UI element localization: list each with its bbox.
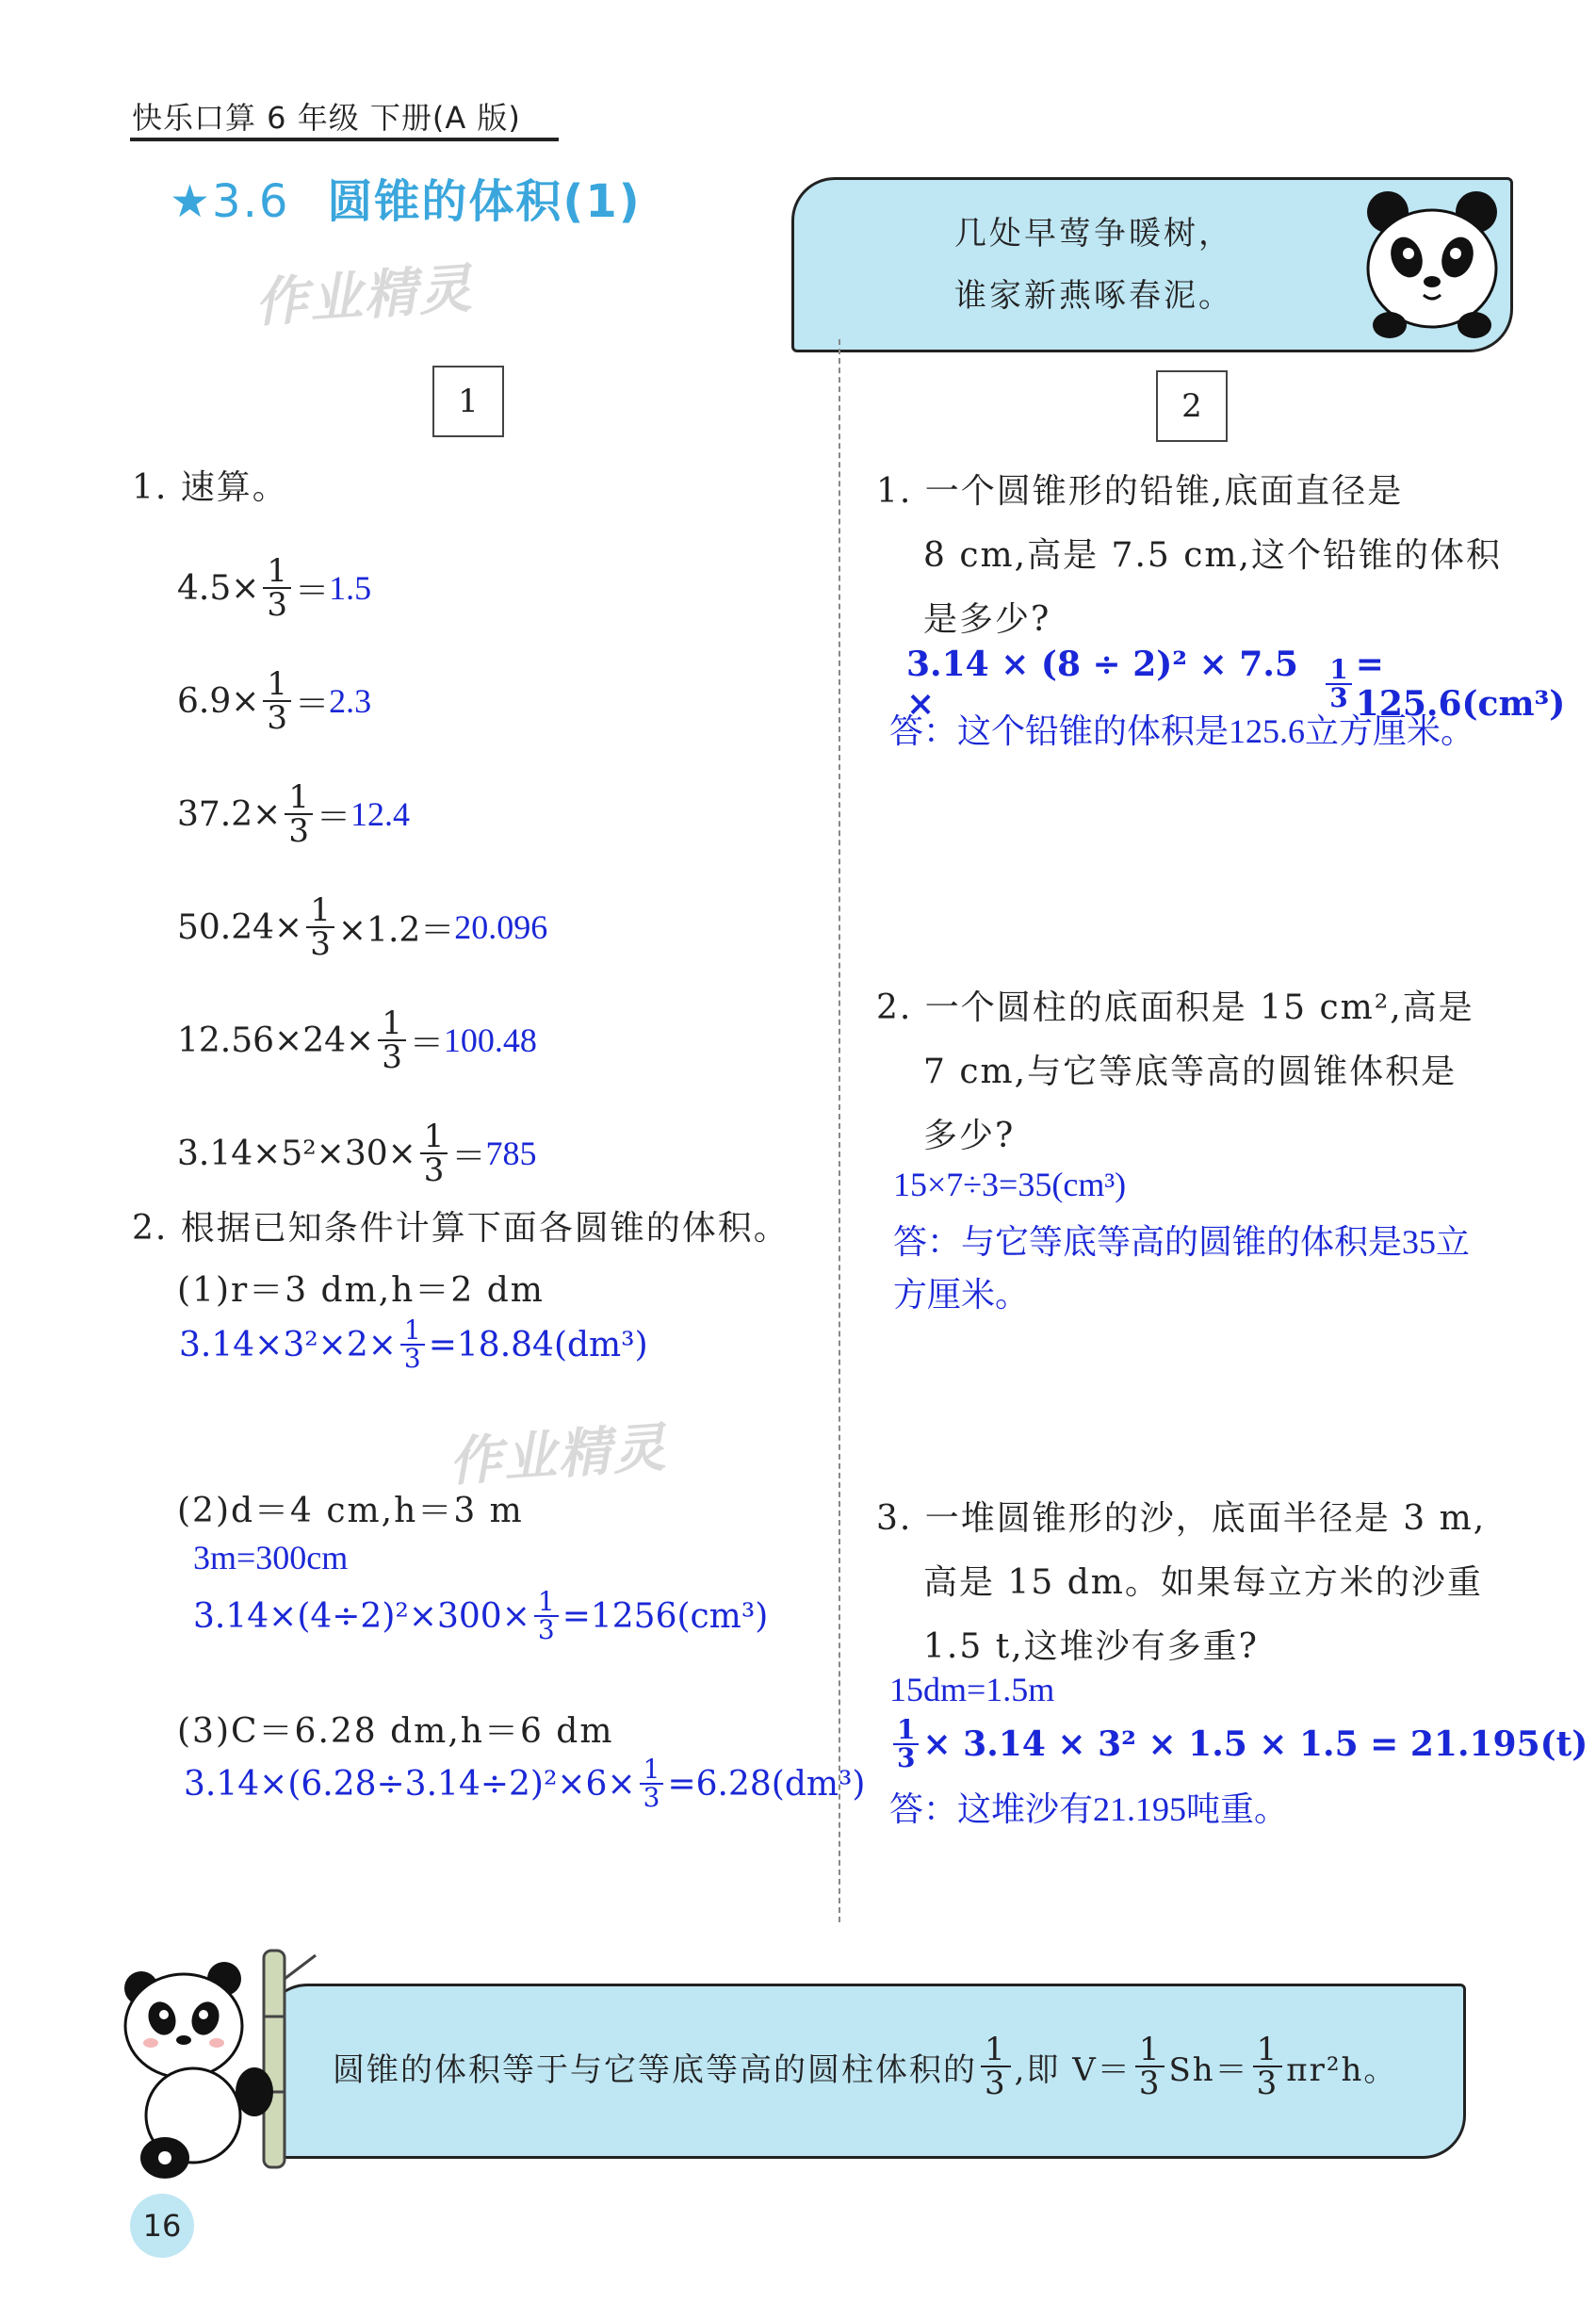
answer-line: 方厘米。 — [893, 1276, 1030, 1314]
lesson-name: 圆锥的体积(1) — [327, 175, 642, 228]
calc-item — [177, 1097, 547, 1210]
answer-line: 答：与它等底等高的圆锥的体积是35立 — [893, 1223, 1471, 1261]
calc-answer: 785 — [485, 1135, 537, 1172]
calc-answer: 20.096 — [454, 908, 548, 946]
lesson-number: 3.6 — [212, 175, 290, 228]
right-q2-text — [876, 976, 1474, 1168]
left-q2-p1-answer: 3.14×3²×2× $\frac{1}{3}$ =18.84(dm³) — [179, 1315, 648, 1374]
calc-expression: 3.14×5²×30× — [177, 1134, 416, 1173]
question-line: 8 cm,高是 7.5 cm,这个铅锥的体积 — [923, 536, 1502, 575]
tip-text: ,即 V＝ — [1014, 2050, 1132, 2089]
equals: ＝ — [295, 684, 330, 724]
question-line: 2. 一个圆柱的底面积是 15 cm²,高是 — [876, 988, 1474, 1027]
right-q3-conversion: 15dm=1.5m — [889, 1671, 1055, 1708]
equals: ＝ — [316, 797, 350, 837]
calc-expression: 50.24× — [177, 907, 303, 947]
left-q2-label: 2. 根据已知条件计算下面各圆锥的体积。 — [132, 1209, 790, 1248]
book-header: 快乐口算 6 年级 下册(A 版) — [132, 100, 521, 136]
calc-answer: 1.5 — [329, 569, 372, 607]
section-2-box: 2 — [1156, 370, 1228, 442]
equals: ＝ — [295, 571, 330, 611]
right-q3-calc: $\frac{1}{3}$ × 3.14 × 3² × 1.5 × 1.5 = 21.195(t) — [889, 1717, 1588, 1772]
tip-text: 圆锥的体积等于与它等底等高的圆柱体积的 — [333, 2050, 977, 2089]
left-q2-p2-conversion: 3m=300cm — [193, 1539, 349, 1576]
calc-answer: 100.48 — [443, 1021, 537, 1059]
fraction: $\frac{1}{3}$ — [420, 1120, 448, 1186]
equals: ×1.2＝ — [337, 910, 455, 950]
poem-line-1: 几处早莺争暖树， — [954, 215, 1233, 253]
calc-item — [177, 984, 547, 1097]
left-q1-items — [177, 531, 547, 1210]
tip-text: πr²h。 — [1286, 2050, 1398, 2089]
left-q1-label: 1. 速算。 — [132, 468, 288, 507]
right-q3-text — [876, 1487, 1486, 1679]
panda-bamboo-icon — [122, 1941, 330, 2186]
fraction: $\frac{1}{3}$ — [378, 1007, 406, 1073]
calc-expression: 12.56×24× — [177, 1021, 375, 1060]
left-q2-p1-condition: (1)r＝3 dm,h＝2 dm — [177, 1271, 545, 1310]
panda-head-icon — [1361, 184, 1503, 344]
calc-answer: 12.4 — [350, 795, 410, 833]
calc-item — [177, 871, 547, 984]
calc-item — [177, 645, 547, 758]
fraction: $\frac{1}{3}$ — [306, 894, 334, 960]
fraction: $\frac{1}{3}$ — [263, 555, 291, 621]
question-line: 多少? — [923, 1117, 1016, 1155]
page-number: 16 — [130, 2194, 194, 2258]
formula-tip: 圆锥的体积等于与它等底等高的圆柱体积的 $\frac{1}{3}$ ,即 V＝ $\frac{1}{3}$ Sh＝ $\frac{1}{3}$ πr²h。 — [333, 2031, 1398, 2102]
tip-text: Sh＝ — [1168, 2050, 1249, 2089]
calc-expression: 6.9× — [177, 681, 260, 721]
poem-line-2: 谁家新燕啄春泥。 — [954, 277, 1233, 315]
calc-expression: 4.5× — [177, 568, 260, 608]
calc-item — [177, 758, 547, 871]
watermark-middle: 作业精灵 — [447, 1416, 670, 1494]
question-line: 3. 一堆圆锥形的沙，底面半径是 3 m, — [876, 1499, 1487, 1538]
question-line: 1.5 t,这堆沙有多重? — [923, 1627, 1259, 1666]
right-q1-answer: 答：这个铅锥的体积是125.6立方厘米。 — [889, 712, 1475, 750]
question-line: 高是 15 dm。如果每立方米的沙重 — [923, 1563, 1483, 1602]
poem-text — [954, 203, 1233, 327]
right-q2-calc: 15×7÷3=35(cm³) — [893, 1166, 1127, 1203]
left-q2-p3-answer: 3.14×(6.28÷3.14÷2)²×6× $\frac{1}{3}$ =6.28(dm³) — [184, 1754, 866, 1813]
lesson-title — [170, 165, 642, 230]
fraction: $\frac{1}{3}$ — [263, 668, 291, 734]
right-q1-calc: 3.14 × (8 ÷ 2)² × 7.5 × $\frac{1}{3}$ = 125.6(cm³) — [906, 645, 1566, 724]
formula-tip-panel — [264, 1984, 1466, 2159]
equals: ＝ — [409, 1023, 444, 1063]
question-line: 是多少? — [923, 600, 1051, 639]
equals: ＝ — [451, 1136, 486, 1176]
left-q2-p3-condition: (3)C＝6.28 dm,h＝6 dm — [177, 1712, 614, 1751]
poem-panel — [791, 177, 1513, 352]
right-q1-text — [876, 460, 1502, 652]
right-q3-answer: 答：这堆沙有21.195吨重。 — [889, 1790, 1289, 1828]
right-q2-answer — [893, 1216, 1470, 1321]
question-line: 1. 一个圆锥形的铅锥,底面直径是 — [876, 472, 1404, 511]
left-q2-p2-answer: 3.14×(4÷2)²×300× $\frac{1}{3}$ =1256(cm³) — [193, 1586, 769, 1645]
question-line: 7 cm,与它等底等高的圆锥体积是 — [923, 1053, 1458, 1091]
header-divider — [130, 138, 559, 141]
left-q2-p2-condition: (2)d＝4 cm,h＝3 m — [177, 1492, 524, 1530]
calc-answer: 2.3 — [329, 682, 372, 720]
star-icon: ★ — [170, 175, 213, 228]
watermark-top: 作业精灵 — [252, 257, 476, 335]
column-divider — [839, 339, 840, 1922]
section-1-box: 1 — [432, 366, 504, 437]
fraction: $\frac{1}{3}$ — [285, 781, 313, 847]
calc-item — [177, 531, 547, 645]
calc-expression: 37.2× — [177, 794, 282, 834]
